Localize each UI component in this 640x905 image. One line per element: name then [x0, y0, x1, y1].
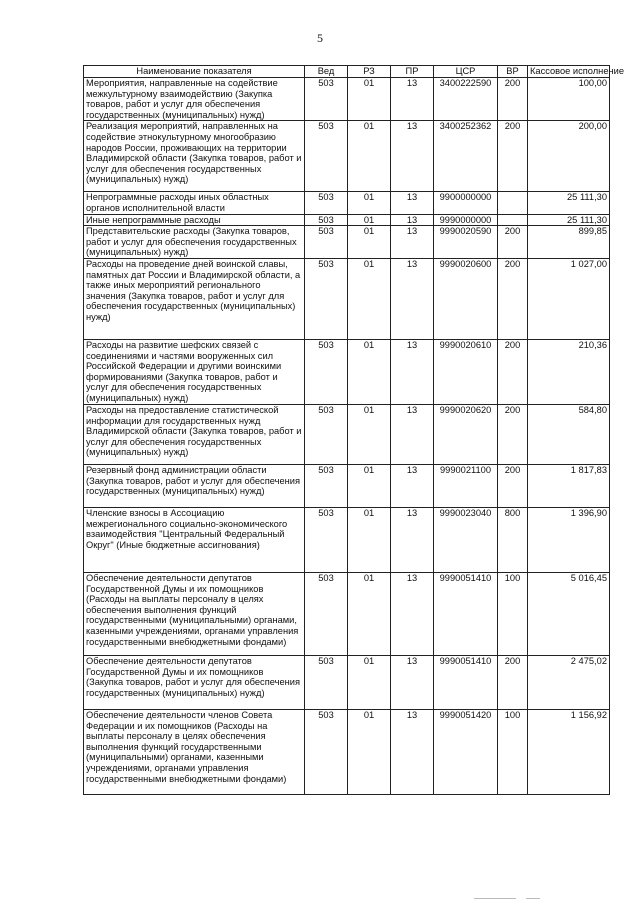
cell-ved: 503 [305, 404, 348, 464]
cell-csr: 9990051410 [434, 655, 498, 709]
cell-rz: 01 [348, 655, 391, 709]
cell-rz: 01 [348, 78, 391, 121]
cell-pr: 13 [391, 258, 434, 339]
cell-pr: 13 [391, 339, 434, 404]
cell-csr: 9990000000 [434, 214, 498, 226]
cell-csr: 9900000000 [434, 192, 498, 214]
table-row [84, 572, 610, 655]
cell-amount: 2 475,02 [528, 655, 610, 709]
cell-name: Непрограммные расходы иных областных органов исполнительной власти [84, 192, 305, 214]
cell-pr: 13 [391, 404, 434, 464]
cell-amount: 1 396,90 [528, 507, 610, 572]
table-row [84, 78, 610, 121]
cell-csr: 9990023040 [434, 507, 498, 572]
header-amount: Кассовое исполнение [528, 66, 610, 78]
table-row [84, 339, 610, 404]
cell-vr: 100 [498, 709, 528, 794]
cell-ved: 503 [305, 214, 348, 226]
cell-vr [498, 192, 528, 214]
cell-pr: 13 [391, 572, 434, 655]
cell-amount: 100,00 [528, 78, 610, 121]
cell-vr: 800 [498, 507, 528, 572]
cell-csr: 9990020590 [434, 226, 498, 259]
table-row [84, 404, 610, 464]
cell-pr: 13 [391, 121, 434, 192]
cell-rz: 01 [348, 121, 391, 192]
cell-csr: 9990020610 [434, 339, 498, 404]
cell-pr: 13 [391, 226, 434, 259]
table-row [84, 226, 610, 259]
cell-name: Реализация мероприятий, направленных на содействие этнокультурному многообразию народов России, проживающих на территории Владимирской области (Закупка товаров, работ и услуг для обеспечения государственных (муниципальных) нужд) [84, 121, 305, 192]
cell-rz: 01 [348, 404, 391, 464]
cell-csr: 9990051420 [434, 709, 498, 794]
cell-csr: 9990021100 [434, 464, 498, 507]
cell-ved: 503 [305, 507, 348, 572]
cell-rz: 01 [348, 258, 391, 339]
cell-rz: 01 [348, 572, 391, 655]
cell-amount: 584,80 [528, 404, 610, 464]
table-row [84, 121, 610, 192]
header-ved: Вед [305, 66, 348, 78]
cell-name: Расходы на предоставление статистической информации для государственных нужд Владимирской области (Закупка товаров, работ и услуг для обеспечения государственных (муниципальных) нужд) [84, 404, 305, 464]
cell-amount: 1 817,83 [528, 464, 610, 507]
cell-ved: 503 [305, 226, 348, 259]
cell-name: Расходы на развитие шефских связей с соединениями и частями вооруженных сил Российской Федерации и другими воинскими формированиями (Закупка товаров, работ и услуг для обеспечения государственных (муниципальных) нужд) [84, 339, 305, 404]
budget-execution-table [83, 65, 624, 795]
cell-ved: 503 [305, 258, 348, 339]
cell-rz: 01 [348, 339, 391, 404]
cell-csr: 9990020600 [434, 258, 498, 339]
header-pr: ПР [391, 66, 434, 78]
scan-mark [474, 898, 516, 899]
cell-vr: 200 [498, 655, 528, 709]
cell-ved: 503 [305, 339, 348, 404]
cell-name: Обеспечение деятельности депутатов Государственной Думы и их помощников (Закупка товаров, работ и услуг для обеспечения государственных (муниципальных) нужд) [84, 655, 305, 709]
cell-pr: 13 [391, 192, 434, 214]
cell-rz: 01 [348, 464, 391, 507]
header-rz: РЗ [348, 66, 391, 78]
cell-vr: 100 [498, 572, 528, 655]
cell-amount: 210,36 [528, 339, 610, 404]
cell-rz: 01 [348, 709, 391, 794]
cell-amount: 1 027,00 [528, 258, 610, 339]
cell-rz: 01 [348, 507, 391, 572]
cell-pr: 13 [391, 655, 434, 709]
cell-name: Мероприятия, направленные на содействие межкультурному взаимодействию (Закупка товаров, работ и услуг для обеспечения государственных (муниципальных) нужд) [84, 78, 305, 121]
cell-csr: 9990020620 [434, 404, 498, 464]
cell-ved: 503 [305, 572, 348, 655]
table-row [84, 258, 610, 339]
cell-amount: 1 156,92 [528, 709, 610, 794]
table-row [84, 507, 610, 572]
cell-ved: 503 [305, 655, 348, 709]
cell-name: Представительские расходы (Закупка товаров, работ и услуг для обеспечения государственных (муниципальных) нужд) [84, 226, 305, 259]
table-row [84, 214, 610, 226]
cell-amount: 25 111,30 [528, 214, 610, 226]
cell-csr: 3400252362 [434, 121, 498, 192]
header-vr: ВР [498, 66, 528, 78]
cell-vr: 200 [498, 226, 528, 259]
cell-name: Иные непрограммные расходы [84, 214, 305, 226]
cell-ved: 503 [305, 709, 348, 794]
scan-mark [526, 898, 540, 899]
cell-ved: 503 [305, 192, 348, 214]
cell-name: Обеспечение деятельности членов Совета Федерации и их помощников (Расходы на выплаты персоналу в целях обеспечения выполнения функций государственными (муниципальными) органами, казенными учреждениями, органами управления государственными внебюджетными фондами) [84, 709, 305, 794]
cell-name: Членские взносы в Ассоциацию межрегионального социально-экономического взаимодействия "Центральный Федеральный Округ" (Иные бюджетные ассигнования) [84, 507, 305, 572]
cell-rz: 01 [348, 192, 391, 214]
cell-rz: 01 [348, 214, 391, 226]
cell-rz: 01 [348, 226, 391, 259]
header-name: Наименование показателя [84, 66, 305, 78]
cell-name: Резервный фонд администрации области (Закупка товаров, работ и услуг для обеспечения государственных (муниципальных) нужд) [84, 464, 305, 507]
cell-vr: 200 [498, 404, 528, 464]
cell-name: Расходы на проведение дней воинской славы, памятных дат России и Владимирской области, а также иных мероприятий регионального значения (Закупка товаров, работ и услуг для обеспечения государственных (муниципальных) нужд) [84, 258, 305, 339]
cell-csr: 9990051410 [434, 572, 498, 655]
cell-vr: 200 [498, 258, 528, 339]
table-row [84, 192, 610, 214]
cell-vr: 200 [498, 464, 528, 507]
cell-vr: 200 [498, 78, 528, 121]
cell-amount: 25 111,30 [528, 192, 610, 214]
cell-vr: 200 [498, 339, 528, 404]
table-row [84, 655, 610, 709]
table-header-row [84, 66, 610, 78]
cell-amount: 899,85 [528, 226, 610, 259]
cell-pr: 13 [391, 214, 434, 226]
cell-csr: 3400222590 [434, 78, 498, 121]
cell-ved: 503 [305, 464, 348, 507]
cell-amount: 5 016,45 [528, 572, 610, 655]
cell-amount: 200,00 [528, 121, 610, 192]
page-number: 5 [317, 31, 323, 45]
cell-ved: 503 [305, 121, 348, 192]
cell-pr: 13 [391, 709, 434, 794]
cell-pr: 13 [391, 507, 434, 572]
cell-name: Обеспечение деятельности депутатов Государственной Думы и их помощников (Расходы на выплаты персоналу в целях обеспечения выполнения функций государственными (муниципальными) органами, казенными учреждениями, органами управления государственными внебюджетными фондами) [84, 572, 305, 655]
header-csr: ЦСР [434, 66, 498, 78]
cell-vr: 200 [498, 121, 528, 192]
cell-vr [498, 214, 528, 226]
table-row [84, 464, 610, 507]
cell-ved: 503 [305, 78, 348, 121]
table-row [84, 709, 610, 794]
cell-pr: 13 [391, 464, 434, 507]
cell-pr: 13 [391, 78, 434, 121]
